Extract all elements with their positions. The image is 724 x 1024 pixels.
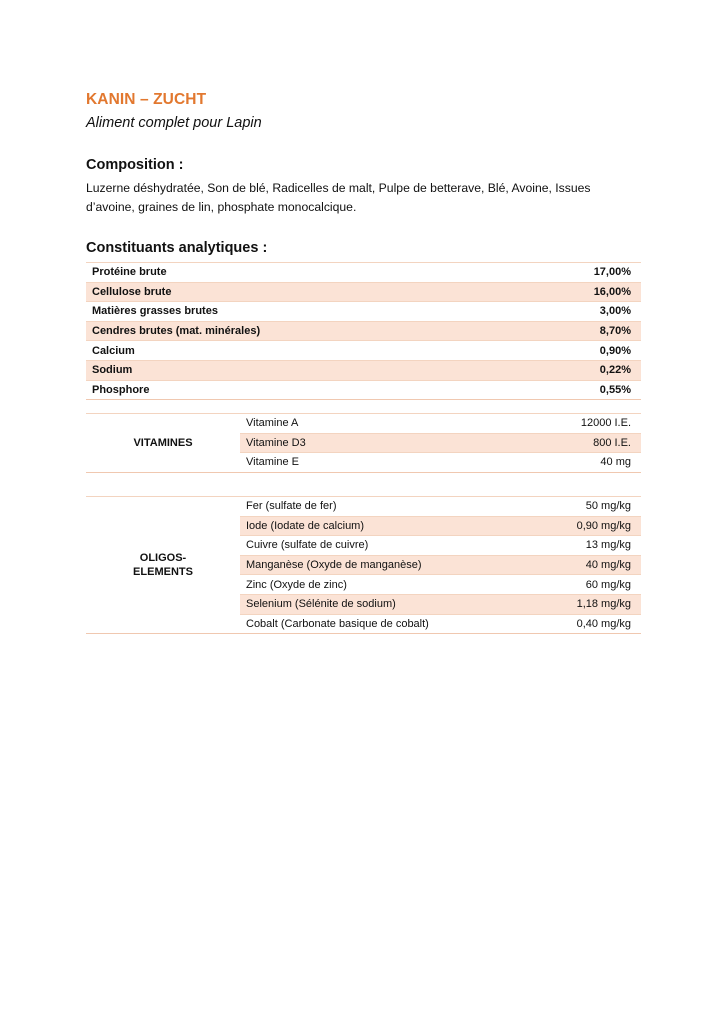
element-name: Zinc (Oxyde de zinc) — [240, 575, 534, 595]
constituent-name: Matières grasses brutes — [86, 302, 513, 322]
composition-line: d’avoine, graines de lin, phosphate monocalcique. — [86, 200, 357, 214]
constituent-value: 3,00% — [513, 302, 641, 322]
constituent-value: 0,55% — [513, 380, 641, 400]
oligos-label-line: OLIGOS- — [139, 552, 187, 565]
table-row — [86, 321, 641, 341]
constituent-value: 17,00% — [513, 263, 641, 283]
oligo-elements-table — [86, 496, 641, 634]
vitamin-name: Vitamine A — [240, 414, 446, 434]
element-value: 0,90 mg/kg — [534, 516, 641, 536]
table-row — [86, 302, 641, 322]
vitamin-name: Vitamine E — [240, 453, 446, 473]
table-row — [86, 497, 641, 517]
product-subtitle: Aliment complet pour Lapin — [86, 115, 262, 131]
element-name: Selenium (Sélénite de sodium) — [240, 594, 534, 614]
element-value: 1,18 mg/kg — [534, 594, 641, 614]
element-value: 60 mg/kg — [534, 575, 641, 595]
constituent-name: Phosphore — [86, 380, 513, 400]
analytics-heading: Constituants analytiques : — [86, 240, 268, 256]
table-row — [86, 282, 641, 302]
element-name: Iode (Iodate de calcium) — [240, 516, 534, 536]
vitamins-table — [86, 413, 641, 473]
element-value: 40 mg/kg — [534, 555, 641, 575]
constituent-name: Cendres brutes (mat. minérales) — [86, 321, 513, 341]
table-row — [86, 414, 641, 434]
vitamin-value: 40 mg — [446, 453, 641, 473]
element-value: 13 mg/kg — [534, 536, 641, 556]
constituent-name: Cellulose brute — [86, 282, 513, 302]
vitamin-name: Vitamine D3 — [240, 433, 446, 453]
analytics-table — [86, 262, 641, 400]
vitamins-group-label: VITAMINES — [86, 414, 240, 473]
constituent-value: 0,22% — [513, 360, 641, 380]
vitamin-value: 12000 I.E. — [446, 414, 641, 434]
table-row — [86, 263, 641, 283]
vitamin-value: 800 I.E. — [446, 433, 641, 453]
element-value: 50 mg/kg — [534, 497, 641, 517]
constituent-value: 8,70% — [513, 321, 641, 341]
element-name: Fer (sulfate de fer) — [240, 497, 534, 517]
product-title: KANIN – ZUCHT — [86, 91, 207, 108]
element-name: Cuivre (sulfate de cuivre) — [240, 536, 534, 556]
table-row — [86, 360, 641, 380]
constituent-value: 0,90% — [513, 341, 641, 361]
element-name: Cobalt (Carbonate basique de cobalt) — [240, 614, 534, 634]
element-name: Manganèse (Oxyde de manganèse) — [240, 555, 534, 575]
constituent-value: 16,00% — [513, 282, 641, 302]
constituent-name: Calcium — [86, 341, 513, 361]
oligos-group-label — [86, 497, 240, 634]
table-row — [86, 341, 641, 361]
element-value: 0,40 mg/kg — [534, 614, 641, 634]
constituent-name: Protéine brute — [86, 263, 513, 283]
constituent-name: Sodium — [86, 360, 513, 380]
oligos-label-line: ELEMENTS — [133, 566, 193, 579]
table-row — [86, 380, 641, 400]
composition-line: Luzerne déshydratée, Son de blé, Radicelles de malt, Pulpe de betterave, Blé, Avoine, Issues — [86, 181, 591, 195]
composition-text — [86, 179, 646, 217]
composition-heading: Composition : — [86, 157, 184, 173]
